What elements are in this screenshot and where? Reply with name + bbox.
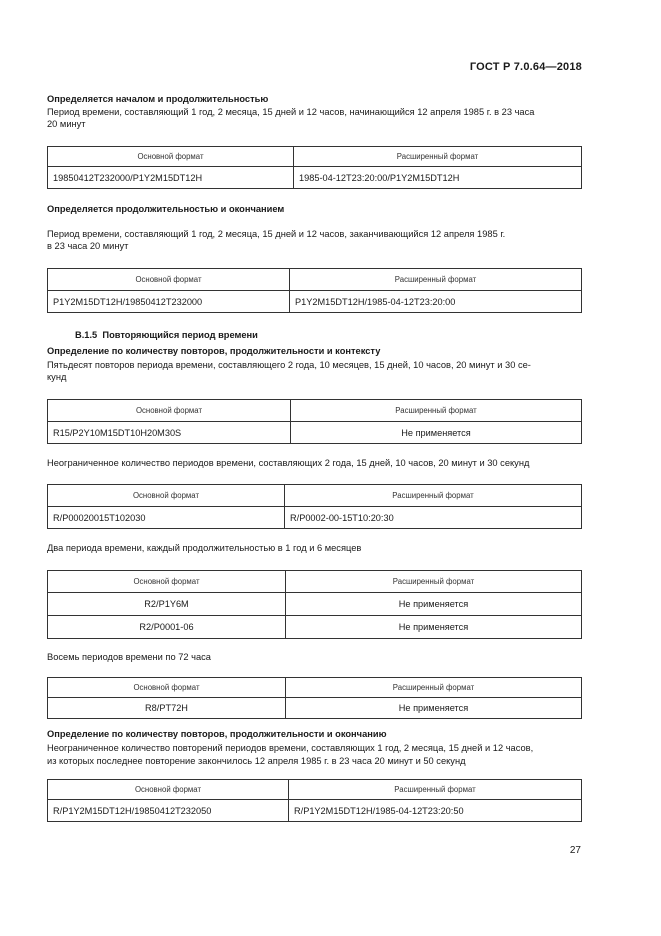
col-header-extended: Расширенный формат bbox=[286, 678, 582, 698]
subsection-label: Повторяющийся период времени bbox=[102, 330, 258, 340]
section-text: 20 минут bbox=[47, 119, 86, 129]
col-header-extended: Расширенный формат bbox=[285, 485, 582, 507]
document-id: ГОСТ Р 7.0.64—2018 bbox=[469, 61, 582, 73]
format-table bbox=[47, 268, 582, 313]
section-heading-count-duration-context: Определение по количеству повторов, продолжительности и контексту bbox=[47, 346, 381, 356]
col-header-extended: Расширенный формат bbox=[294, 147, 582, 167]
format-table bbox=[47, 677, 582, 719]
table-cell: R2/P0001-06 bbox=[48, 616, 286, 639]
section-text: Пятьдесят повторов периода времени, составляющего 2 года, 10 месяцев, 15 дней, 10 часов, 20 минут и 30 се- bbox=[47, 360, 531, 370]
col-header-extended: Расширенный формат bbox=[286, 571, 582, 593]
table-cell: R15/P2Y10M15DT10H20M30S bbox=[48, 422, 291, 444]
format-table bbox=[47, 570, 582, 639]
table-cell: Не применяется bbox=[286, 616, 582, 639]
subsection-number: В.1.5 bbox=[75, 330, 98, 340]
section-text: кунд bbox=[47, 372, 67, 382]
format-table bbox=[47, 399, 582, 444]
table-cell: 19850412T232000/P1Y2M15DT12H bbox=[48, 167, 294, 189]
subsection-title bbox=[75, 330, 258, 340]
section-heading-duration-end: Определяется продолжительностью и окончанием bbox=[47, 204, 285, 214]
table-cell: Не применяется bbox=[291, 422, 582, 444]
section-text: Период времени, составляющий 1 год, 2 месяца, 15 дней и 12 часов, заканчивающийся 12 апреля 1985 г. bbox=[47, 229, 506, 239]
table-cell: 1985-04-12T23:20:00/P1Y2M15DT12H bbox=[294, 167, 582, 189]
table-cell: P1Y2M15DT12H/1985-04-12T23:20:00 bbox=[290, 291, 582, 313]
section-text: Период времени, составляющий 1 год, 2 месяца, 15 дней и 12 часов, начинающийся 12 апреля 1985 г. в 23 часа bbox=[47, 107, 535, 117]
format-table bbox=[47, 146, 582, 189]
format-table bbox=[47, 779, 582, 822]
col-header-basic: Основной формат bbox=[48, 485, 285, 507]
section-text: Два периода времени, каждый продолжительностью в 1 год и 6 месяцев bbox=[47, 543, 362, 553]
table-cell: R/P0002-00-15T10:20:30 bbox=[285, 507, 582, 529]
table-cell: R/P1Y2M15DT12H/19850412T232050 bbox=[48, 800, 289, 822]
col-header-basic: Основной формат bbox=[48, 678, 286, 698]
section-text: Неограниченное количество повторений периодов времени, составляющих 1 год, 2 месяца, 15 дней и 12 часов, bbox=[47, 743, 534, 753]
table-cell: Не применяется bbox=[286, 698, 582, 719]
col-header-basic: Основной формат bbox=[48, 400, 291, 422]
page-number: 27 bbox=[569, 845, 581, 856]
col-header-extended: Расширенный формат bbox=[290, 269, 582, 291]
table-cell: R8/PT72H bbox=[48, 698, 286, 719]
col-header-extended: Расширенный формат bbox=[289, 780, 582, 800]
table-cell: R/P00020015T102030 bbox=[48, 507, 285, 529]
col-header-basic: Основной формат bbox=[48, 269, 290, 291]
section-heading-start-duration: Определяется началом и продолжительностью bbox=[47, 94, 269, 104]
col-header-basic: Основной формат bbox=[48, 780, 289, 800]
section-text: из которых последнее повторение закончилось 12 апреля 1985 г. в 23 часа 20 минут и 50 секунд bbox=[47, 756, 466, 766]
section-heading-count-duration-end: Определение по количеству повторов, продолжительности и окончанию bbox=[47, 729, 387, 739]
format-table bbox=[47, 484, 582, 529]
section-text: Неограниченное количество периодов времени, составляющих 2 года, 15 дней, 10 часов, 20 минут и 30 секунд bbox=[47, 458, 530, 468]
col-header-basic: Основной формат bbox=[48, 571, 286, 593]
section-text: Восемь периодов времени по 72 часа bbox=[47, 652, 211, 662]
table-cell: Не применяется bbox=[286, 593, 582, 616]
col-header-extended: Расширенный формат bbox=[291, 400, 582, 422]
table-cell: R2/P1Y6M bbox=[48, 593, 286, 616]
table-cell: R/P1Y2M15DT12H/1985-04-12T23:20:50 bbox=[289, 800, 582, 822]
table-cell: P1Y2M15DT12H/19850412T232000 bbox=[48, 291, 290, 313]
col-header-basic: Основной формат bbox=[48, 147, 294, 167]
section-text: в 23 часа 20 минут bbox=[47, 241, 129, 251]
